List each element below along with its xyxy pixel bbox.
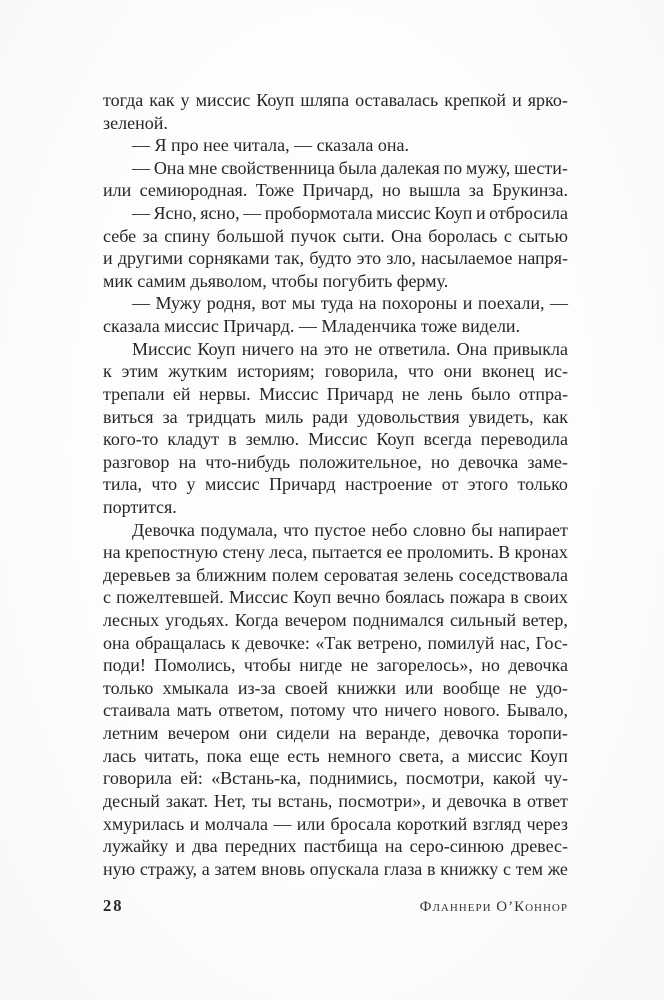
- text-line: Девочка подумала, что пустое небо словно бы напирает: [132, 519, 568, 540]
- running-title-author: Фланнери О’Коннор: [419, 899, 568, 915]
- text-line: трепали ей нервы. Миссис Причард не лень было отпра-: [103, 383, 568, 404]
- text-line: деревьев за ближним полем сероватая зелень соседствовала: [103, 564, 568, 585]
- text-line: тогда как у миссис Коуп шляпа оставалась крепкой и ярко-: [103, 90, 568, 110]
- text-line: тила, что у миссис Причард настроение от этого только: [103, 474, 568, 495]
- text-line: ную стражу, а затем вновь опускала глаза в книжку с тем же: [103, 858, 568, 879]
- text-line: Миссис Коуп ничего на это не ответила. Она привыкла: [132, 338, 568, 359]
- text-line: только хмыкала из-за своей книжки или вообще не удо-: [103, 677, 568, 698]
- text-line: — Ясно, ясно, — пробормотала миссис Коуп и отбросила: [132, 203, 568, 224]
- text-line: говорила ей: «Встань-ка, поднимись, посмотри, какой чу-: [103, 768, 568, 789]
- text-line: портится.: [103, 496, 177, 517]
- text-line: лесных угодьях. Когда вечером поднимался сильный ветер,: [103, 610, 568, 631]
- text-line: кого-то кладут в землю. Миссис Коуп всегда переводила: [103, 429, 568, 450]
- text-line: — Мужу родня, вот мы туда на похороны и поехали, —: [132, 293, 568, 314]
- text-line: хмурилась и молчала — или бросала короткий взгляд через: [103, 813, 568, 834]
- text-line: разговор на что-нибудь положительное, но девочка заме-: [103, 451, 568, 472]
- text-block: [103, 89, 568, 880]
- text-line: летним вечером они сидели на веранде, девочка торопи-: [103, 723, 568, 744]
- text-line: сказала миссис Причард. — Младенчика тоже видели.: [103, 316, 521, 337]
- text-line: виться за тридцать миль ради удовольствия увидеть, как: [103, 406, 568, 427]
- page-number: 28: [103, 896, 124, 915]
- text-line: десный закат. Нет, ты встань, посмотри», и девочка в ответ: [103, 790, 568, 811]
- text-line: на крепостную стену леса, пытается ее проломить. В кронах: [103, 542, 568, 563]
- text-line: с пожелтевшей. Миссис Коуп вечно боялась пожара в своих: [103, 587, 568, 608]
- text-line: лужайку и два передних пастбища на серо-синюю древес-: [103, 836, 568, 857]
- text-line: стаивала мать ответом, потому что ничего нового. Бывало,: [103, 700, 568, 721]
- text-line: к этим жутким историям; говорила, что они вконец ис-: [103, 361, 568, 382]
- text-line: поди! Помолись, чтобы нигде не загорелось», но девочка: [103, 655, 568, 676]
- text-line: и другими сорняками так, будто это зло, насылаемое напря-: [103, 248, 568, 269]
- text-line: или семиюродная. Тоже Причард, но вышла за Брукинза.: [103, 180, 568, 201]
- text-line: лась читать, пока еще есть немного света, а миссис Коуп: [103, 745, 568, 766]
- text-line: мик самим дьяволом, чтобы погубить ферму.: [103, 270, 449, 291]
- text-line: — Она мне свойственница была далекая по мужу, шести-: [132, 157, 568, 178]
- text-line: зеленой.: [103, 112, 168, 133]
- text-line: — Я про нее читала, — сказала она.: [132, 135, 409, 156]
- page-footer: [103, 896, 568, 920]
- text-line: себе за спину большой пучок сыти. Она боролась с сытью: [103, 225, 568, 246]
- text-line: она обращалась к девочке: «Так ветрено, помилуй нас, Гос-: [103, 632, 568, 653]
